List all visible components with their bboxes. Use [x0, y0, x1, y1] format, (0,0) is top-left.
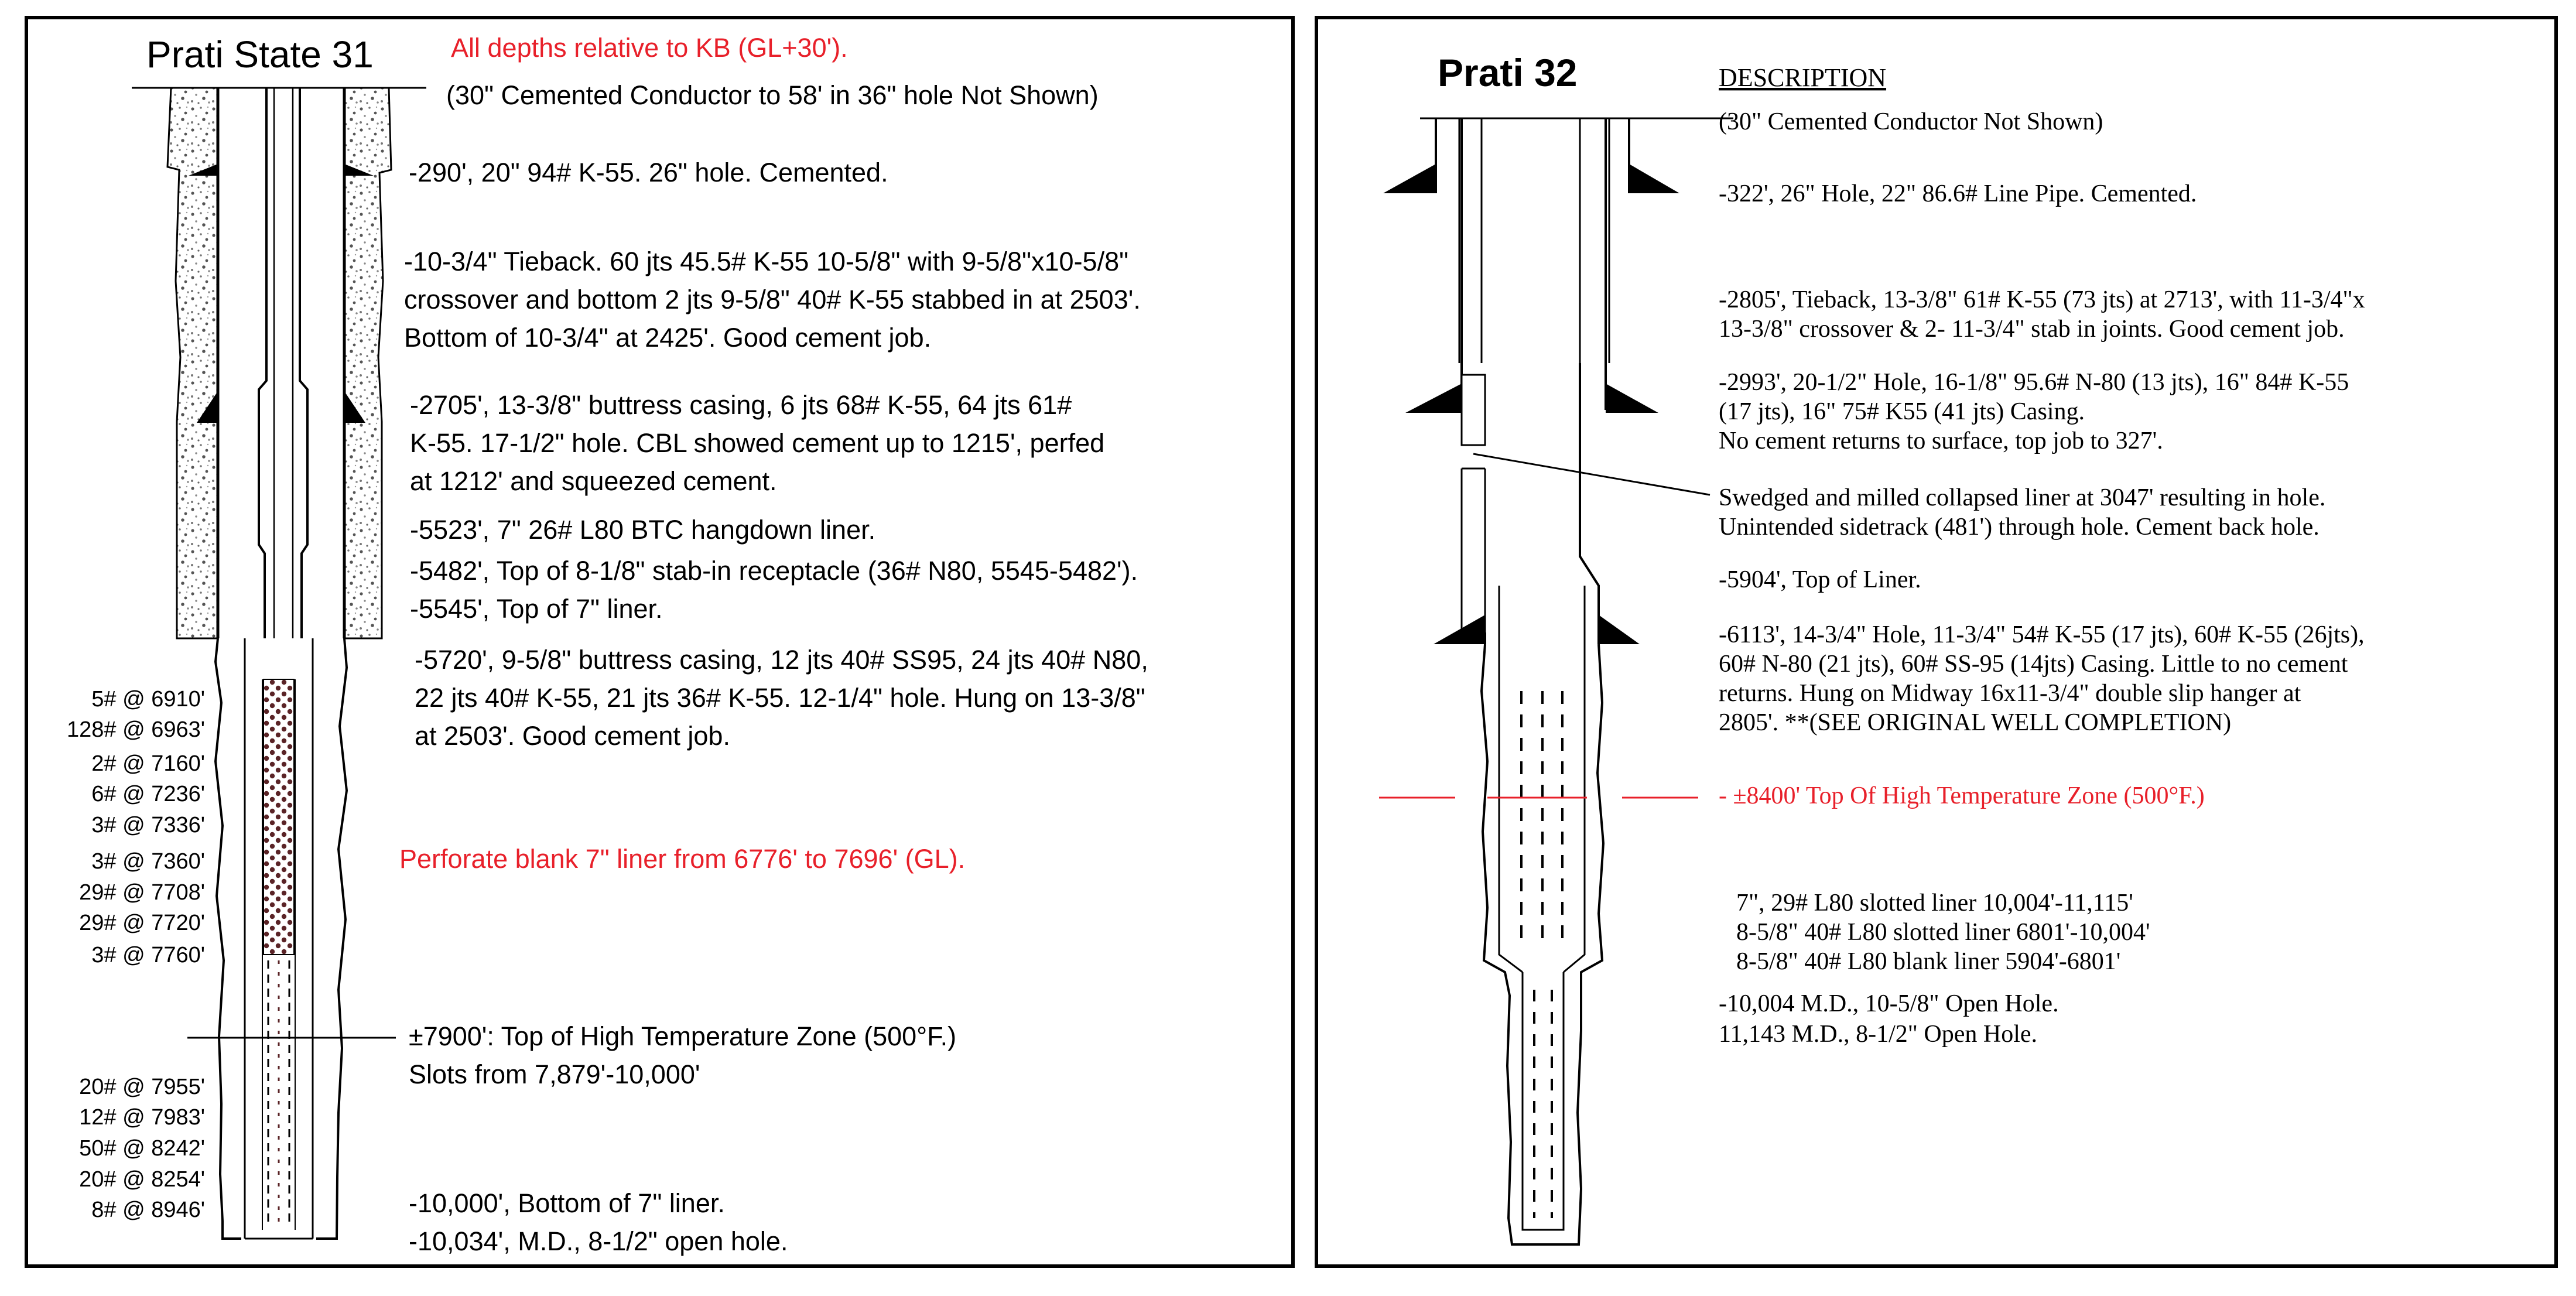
desc-tieback-l2: crossover and bottom 2 jts 9-5/8" 40# K-55 stabbed in at 2503'. — [404, 285, 1141, 314]
left-conductor-note: (30" Cemented Conductor to 58' in 36" hole Not Shown) — [446, 80, 1099, 110]
desc-5720-l2: 22 jts 40# K-55, 21 jts 36# K-55. 12-1/4" hole. Hung on 13-3/8" — [415, 683, 1145, 713]
desc-liner-858-slotted: 8-5/8" 40# L80 slotted liner 6801'-10,004' — [1736, 919, 2150, 946]
left-bottom-l1: -10,000', Bottom of 7" liner. — [409, 1188, 725, 1218]
desc-2805-l2: 13-3/8" crossover & 2- 11-3/4" stab in joints. Good cement job. — [1719, 316, 2345, 343]
desc-6113-l2: 60# N-80 (21 jts), 60# SS-95 (14jts) Casing. Little to no cement — [1719, 651, 2348, 678]
right-high-temp: - ±8400' Top Of High Temperature Zone (500°F.) — [1719, 782, 2205, 809]
shot-label: 20# @ 7955' — [79, 1075, 205, 1099]
tieback-casing — [259, 88, 307, 638]
open-hole-wall-left — [215, 638, 241, 1239]
kb-note: All depths relative to KB (GL+30'). — [451, 33, 848, 63]
desc-5545: -5545', Top of 7" liner. — [410, 594, 663, 624]
shot-label: 3# @ 7760' — [91, 943, 205, 967]
tieback-inner — [274, 88, 293, 638]
left-title: Prati State 31 — [146, 33, 374, 76]
shoe-16in-left — [1405, 384, 1462, 413]
open-hole-right-wall-l — [1482, 644, 1552, 1244]
shot-label: 50# @ 8242' — [79, 1136, 205, 1161]
perforated-interval — [264, 679, 294, 955]
shot-label: 20# @ 8254' — [79, 1167, 205, 1192]
shoe-1134-left — [1434, 615, 1485, 644]
shot-label: 29# @ 7720' — [79, 911, 205, 935]
shots-upper — [67, 687, 205, 967]
perforate-note: Perforate blank 7" liner from 6776' to 7696' (GL). — [399, 844, 966, 874]
shot-label: 3# @ 7360' — [91, 849, 205, 874]
desc-swedge-l1: Swedged and milled collapsed liner at 3047' resulting in hole. — [1719, 484, 2326, 511]
desc-2705-l2: K-55. 17-1/2" hole. CBL showed cement up to 1215', perfed — [410, 428, 1105, 458]
desc-2993-l2: (17 jts), 16" 75# K55 (41 jts) Casing. — [1719, 398, 2085, 425]
liner-7in-right — [1523, 972, 1564, 1230]
casing-1134 — [1485, 363, 1599, 644]
shoe-1134-right — [1599, 615, 1640, 644]
right-descriptions — [1719, 108, 2365, 1048]
desc-11143: 11,143 M.D., 8-1/2" Open Hole. — [1719, 1021, 2038, 1048]
desc-2805-l1: -2805', Tieback, 13-3/8" 61# K-55 (73 jts) at 2713', with 11-3/4"x — [1719, 286, 2365, 313]
left-high-temp-l1: ±7900': Top of High Temperature Zone (500°F.) — [409, 1021, 957, 1051]
desc-conductor: (30" Cemented Conductor Not Shown) — [1719, 108, 2103, 135]
left-descriptions — [404, 158, 1148, 751]
shoe-22in-left — [1383, 164, 1436, 193]
shot-label: 5# @ 6910' — [91, 687, 205, 712]
casing-16in — [1462, 118, 1606, 410]
desc-5720-l3: at 2503'. Good cement job. — [415, 721, 730, 751]
shot-label: 29# @ 7708' — [79, 880, 205, 905]
desc-2705-l3: at 1212' and squeezed cement. — [410, 466, 777, 496]
desc-5523: -5523', 7" 26# L80 BTC hangdown liner. — [410, 515, 876, 545]
shoe-22in-right — [1629, 164, 1679, 193]
desc-6113-l3: returns. Hung on Midway 16x11-3/4" double slip hanger at — [1719, 680, 2301, 707]
right-title: Prati 32 — [1438, 51, 1578, 94]
left-high-temp-l2: Slots from 7,879'-10,000' — [409, 1059, 700, 1089]
desc-5482: -5482', Top of 8-1/8" stab-in receptacle (36# N80, 5545-5482'). — [410, 556, 1138, 586]
sidetrack-left — [1462, 469, 1485, 632]
right-well-schematic — [1379, 118, 1733, 1244]
left-well-schematic — [132, 88, 426, 1239]
shot-label: 2# @ 7160' — [91, 751, 205, 776]
desc-322: -322', 26" Hole, 22" 86.6# Line Pipe. Cemented. — [1719, 180, 2197, 207]
shot-label: 6# @ 7236' — [91, 782, 205, 806]
desc-swedge-l2: Unintended sidetrack (481') through hole. Cement back hole. — [1719, 514, 2320, 541]
shot-label: 12# @ 7983' — [79, 1105, 205, 1130]
desc-tieback-l1: -10-3/4" Tieback. 60 jts 45.5# K-55 10-5/8" with 9-5/8"x10-5/8" — [404, 247, 1129, 276]
swedge-pointer — [1473, 454, 1710, 495]
shot-label: 8# @ 8946' — [91, 1198, 205, 1222]
desc-liner-858-blank: 8-5/8" 40# L80 blank liner 5904'-6801' — [1736, 948, 2121, 975]
open-hole-wall-right — [316, 638, 347, 1239]
desc-290: -290', 20" 94# K-55. 26" hole. Cemented. — [409, 158, 888, 187]
desc-5720-l1: -5720', 9-5/8" buttress casing, 12 jts 40# SS95, 24 jts 40# N80, — [415, 645, 1148, 675]
desc-tieback-l3: Bottom of 10-3/4" at 2425'. Good cement job. — [404, 323, 932, 353]
shots-lower — [79, 1075, 205, 1222]
shot-label: 128# @ 6963' — [66, 717, 205, 742]
tieback-1338 — [1459, 118, 1609, 363]
shot-label: 3# @ 7336' — [91, 813, 205, 837]
desc-liner-7in: 7", 29# L80 slotted liner 10,004'-11,115' — [1736, 890, 2133, 917]
shoe-16in-right — [1606, 384, 1658, 413]
desc-2993-l3: No cement returns to surface, top job to 327'. — [1719, 428, 2163, 454]
desc-6113-l4: 2805'. **(SEE ORIGINAL WELL COMPLETION) — [1719, 709, 2232, 736]
desc-2993-l1: -2993', 20-1/2" Hole, 16-1/8" 95.6# N-80 (13 jts), 16" 84# K-55 — [1719, 369, 2349, 396]
desc-6113-l1: -6113', 14-3/4" Hole, 11-3/4" 54# K-55 (17 jts), 60# K-55 (26jts), — [1719, 621, 2365, 648]
swedged-liner — [1462, 375, 1485, 445]
left-bottom-l2: -10,034', M.D., 8-1/2" open hole. — [409, 1226, 788, 1256]
desc-10004: -10,004 M.D., 10-5/8" Open Hole. — [1719, 990, 2059, 1017]
desc-5904: -5904', Top of Liner. — [1719, 566, 1921, 593]
desc-2705-l1: -2705', 13-3/8" buttress casing, 6 jts 68# K-55, 64 jts 61# — [410, 390, 1072, 420]
line-pipe-22in — [1436, 118, 1629, 193]
open-hole-right-wall-r — [1552, 644, 1603, 1244]
description-heading: DESCRIPTION — [1719, 63, 1887, 92]
